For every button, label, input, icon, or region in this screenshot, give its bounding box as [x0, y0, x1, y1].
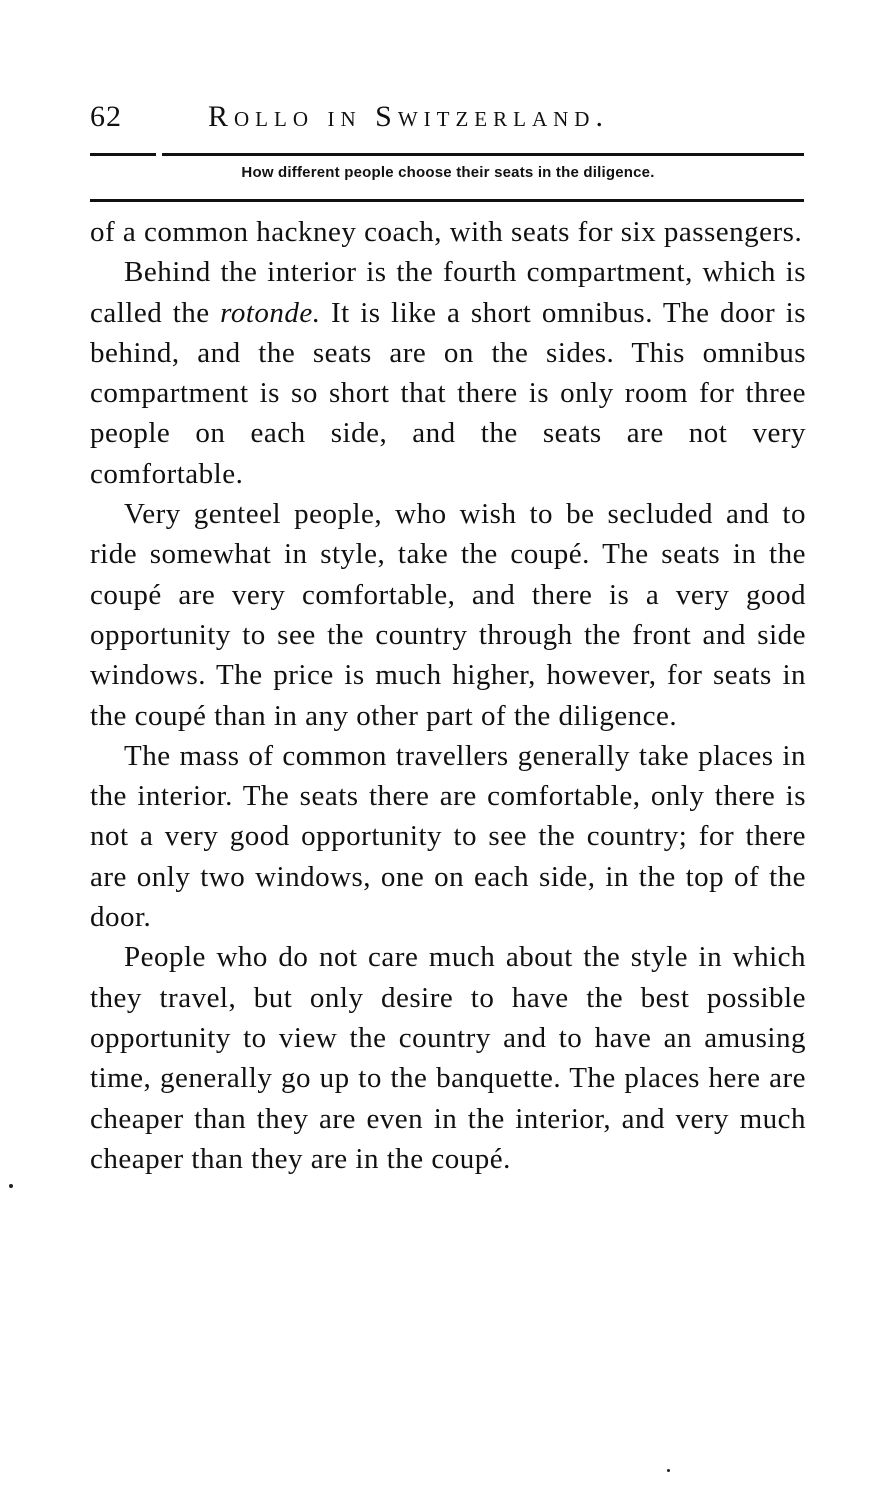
ink-speck	[9, 1184, 13, 1188]
running-head	[90, 100, 806, 144]
paragraph-text: Very genteel people, who wish to be secluded and to ride somewhat in style, take the coupé. The seats in the coupé are very comfortable, and there is a very good opportunity to see the country through the front and side windows. The price is much higher, however, for seats in the coupé than in any other part of the diligence.	[90, 498, 806, 732]
paragraph-text: People who do not care much about the style in which they travel, but only desire to have the best possible opportunity to view the country and to have an amusing time, generally go up to the banquette. The places here are cheaper than they are even in the interior, and very much cheaper than they are in the coupé.	[90, 941, 806, 1175]
paragraph-text: The mass of common travellers generally take places in the interior. The seats there are comfortable, only there is not a very good opportunity to see the country; for there are only two windows, one on each side, in the top of the door.	[90, 739, 806, 934]
header-rule-left	[90, 153, 156, 156]
paragraph-2	[90, 252, 806, 494]
ink-speck	[667, 1469, 670, 1472]
paragraph-text: It is like a short omnibus. The door is behind, and the seats are on the sides. This omnibus compartment is so short that there is only room for three people on each side, and the seats are not very comfortable.	[90, 296, 806, 490]
paragraph-1	[90, 212, 806, 252]
running-title: Rollo in Switzerland.	[208, 100, 609, 133]
paragraph-text: Behind the interior is the fourth compartment, which is called the	[90, 256, 806, 329]
header-rule-right	[162, 153, 804, 156]
subheading-rule	[90, 199, 804, 202]
paragraph-text: of a common hackney coach, with seats for six passengers.	[90, 216, 803, 248]
italic-term: rotonde.	[220, 296, 321, 329]
section-subheading: How different people choose their seats in the diligence.	[241, 164, 655, 181]
page-number: 62	[90, 100, 122, 133]
paragraph-3	[90, 494, 806, 736]
paragraph-5	[90, 937, 806, 1179]
body-text	[90, 212, 806, 1179]
paragraph-4	[90, 736, 806, 937]
